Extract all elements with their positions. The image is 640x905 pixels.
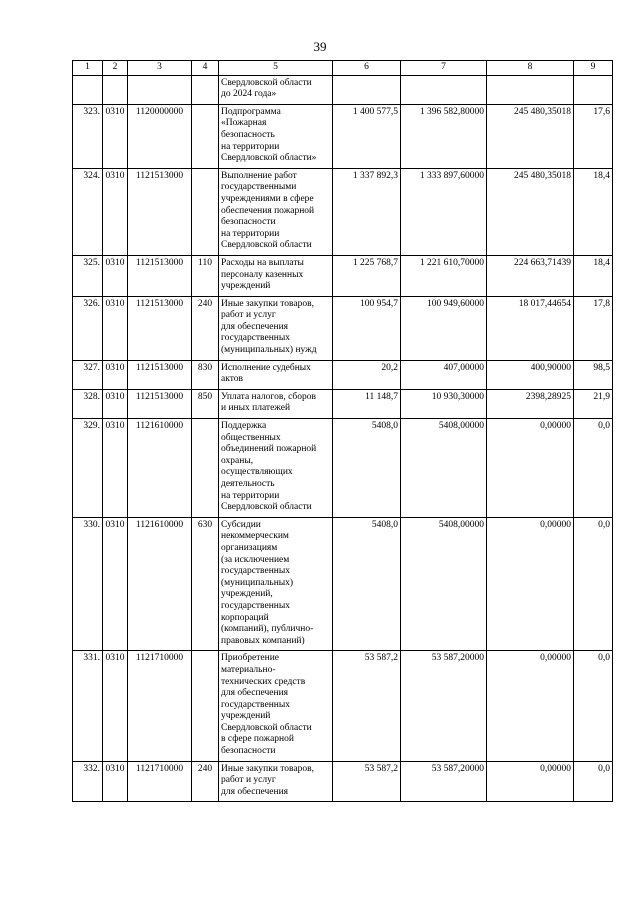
- table-row: [73, 761, 613, 802]
- header-row: [73, 61, 613, 76]
- column-header: 9: [574, 61, 613, 76]
- row-section-code: 0310: [103, 104, 128, 168]
- row-planned-amount: 53 587,2: [333, 761, 401, 802]
- row-name: Субсидии некоммерческим организациям (за исключением государственных (муниципальных) учреждений, государственных корпораций (компаний), публично- правовых компаний): [219, 517, 333, 651]
- row-expense-type: 110: [192, 255, 219, 296]
- column-header: 3: [128, 61, 192, 76]
- table-row: [73, 360, 613, 389]
- table-row: [73, 296, 613, 360]
- row-executed-amount: 245 480,35018: [487, 168, 574, 255]
- row-percent: 0,0: [574, 761, 613, 802]
- row-executed-amount: 2398,28925: [487, 389, 574, 418]
- row-refined-amount: 5408,00000: [401, 419, 487, 518]
- row-expense-type: 850: [192, 389, 219, 418]
- row-planned-amount: 11 148,7: [333, 389, 401, 418]
- row-refined-amount: 100 949,60000: [401, 296, 487, 360]
- row-number: 329.: [73, 419, 103, 518]
- row-target-code: 1121610000: [128, 517, 192, 651]
- row-number: 330.: [73, 517, 103, 651]
- table-row: [73, 389, 613, 418]
- continuation-row: [73, 75, 613, 104]
- column-header: 8: [487, 61, 574, 76]
- row-target-code: 1121513000: [128, 255, 192, 296]
- row-planned-amount: 1 225 768,7: [333, 255, 401, 296]
- row-target-code: 1121513000: [128, 360, 192, 389]
- row-planned-amount: 5408,0: [333, 517, 401, 651]
- row-name: Свердловской области до 2024 года»: [219, 75, 333, 104]
- column-header: 4: [192, 61, 219, 76]
- row-refined-amount: 10 930,30000: [401, 389, 487, 418]
- column-header: 2: [103, 61, 128, 76]
- row-executed-amount: 0,00000: [487, 651, 574, 761]
- row-executed-amount: 18 017,44654: [487, 296, 574, 360]
- row-section-code: 0310: [103, 761, 128, 802]
- row-executed-amount: 400,90000: [487, 360, 574, 389]
- row-expense-type: 240: [192, 761, 219, 802]
- row-name: Иные закупки товаров, работ и услуг для обеспечения государственных (муниципальных) нужд: [219, 296, 333, 360]
- row-percent: 0,0: [574, 517, 613, 651]
- row-expense-type: 240: [192, 296, 219, 360]
- row-executed-amount: 224 663,71439: [487, 255, 574, 296]
- row-refined-amount: 1 333 897,60000: [401, 168, 487, 255]
- row-expense-type: [192, 104, 219, 168]
- row-name: Выполнение работ государственными учреждениями в сфере обеспечения пожарной безопасности на территории Свердловской области: [219, 168, 333, 255]
- row-target-code: 1121513000: [128, 168, 192, 255]
- row-section-code: 0310: [103, 419, 128, 518]
- row-number: 326.: [73, 296, 103, 360]
- row-percent: 98,5: [574, 360, 613, 389]
- row-target-code: 1121710000: [128, 651, 192, 761]
- row-name: Исполнение судебных актов: [219, 360, 333, 389]
- row-section-code: 0310: [103, 517, 128, 651]
- row-number: 327.: [73, 360, 103, 389]
- row-expense-type: 630: [192, 517, 219, 651]
- row-number: 332.: [73, 761, 103, 802]
- row-refined-amount: 407,00000: [401, 360, 487, 389]
- row-name: Приобретение материально- технических средств для обеспечения государственных учреждений Свердловской области в сфере пожарной безопасности: [219, 651, 333, 761]
- row-percent: 17,8: [574, 296, 613, 360]
- row-section-code: 0310: [103, 651, 128, 761]
- row-percent: 17,6: [574, 104, 613, 168]
- row-refined-amount: 53 587,20000: [401, 651, 487, 761]
- table-row: [73, 168, 613, 255]
- column-header: 1: [73, 61, 103, 76]
- row-name: Иные закупки товаров, работ и услуг для обеспечения: [219, 761, 333, 802]
- row-section-code: 0310: [103, 360, 128, 389]
- row-executed-amount: 0,00000: [487, 517, 574, 651]
- row-planned-amount: 5408,0: [333, 419, 401, 518]
- row-target-code: 1120000000: [128, 104, 192, 168]
- row-section-code: 0310: [103, 296, 128, 360]
- row-percent: 21,9: [574, 389, 613, 418]
- row-planned-amount: 100 954,7: [333, 296, 401, 360]
- column-header: 6: [333, 61, 401, 76]
- row-expense-type: [192, 168, 219, 255]
- row-percent: 0,0: [574, 651, 613, 761]
- row-name: Уплата налогов, сборов и иных платежей: [219, 389, 333, 418]
- table-row: [73, 651, 613, 761]
- row-target-code: 1121513000: [128, 296, 192, 360]
- row-planned-amount: 53 587,2: [333, 651, 401, 761]
- row-section-code: 0310: [103, 255, 128, 296]
- row-number: 325.: [73, 255, 103, 296]
- row-target-code: 1121710000: [128, 761, 192, 802]
- column-header: 5: [219, 61, 333, 76]
- table-row: [73, 255, 613, 296]
- row-percent: 0,0: [574, 419, 613, 518]
- budget-table: [72, 60, 613, 802]
- row-name: Поддержка общественных объединений пожарной охраны, осуществляющих деятельность на территории Свердловской области: [219, 419, 333, 518]
- row-refined-amount: 53 587,20000: [401, 761, 487, 802]
- row-number: 324.: [73, 168, 103, 255]
- row-expense-type: [192, 651, 219, 761]
- row-planned-amount: 20,2: [333, 360, 401, 389]
- table-row: [73, 104, 613, 168]
- row-refined-amount: 1 221 610,70000: [401, 255, 487, 296]
- row-percent: 18,4: [574, 255, 613, 296]
- row-expense-type: 830: [192, 360, 219, 389]
- row-number: 323.: [73, 104, 103, 168]
- row-executed-amount: 0,00000: [487, 761, 574, 802]
- table-row: [73, 419, 613, 518]
- row-number: 331.: [73, 651, 103, 761]
- row-name: Расходы на выплаты персоналу казенных учреждений: [219, 255, 333, 296]
- row-number: 328.: [73, 389, 103, 418]
- row-target-code: 1121610000: [128, 419, 192, 518]
- row-refined-amount: 5408,00000: [401, 517, 487, 651]
- page-number: 39: [313, 39, 327, 54]
- row-executed-amount: 0,00000: [487, 419, 574, 518]
- row-percent: 18,4: [574, 168, 613, 255]
- column-header: 7: [401, 61, 487, 76]
- row-executed-amount: 245 480,35018: [487, 104, 574, 168]
- row-planned-amount: 1 337 892,3: [333, 168, 401, 255]
- row-name: Подпрограмма «Пожарная безопасность на территории Свердловской области»: [219, 104, 333, 168]
- row-expense-type: [192, 419, 219, 518]
- row-refined-amount: 1 396 582,80000: [401, 104, 487, 168]
- row-planned-amount: 1 400 577,5: [333, 104, 401, 168]
- row-target-code: 1121513000: [128, 389, 192, 418]
- row-section-code: 0310: [103, 389, 128, 418]
- table-row: [73, 517, 613, 651]
- row-section-code: 0310: [103, 168, 128, 255]
